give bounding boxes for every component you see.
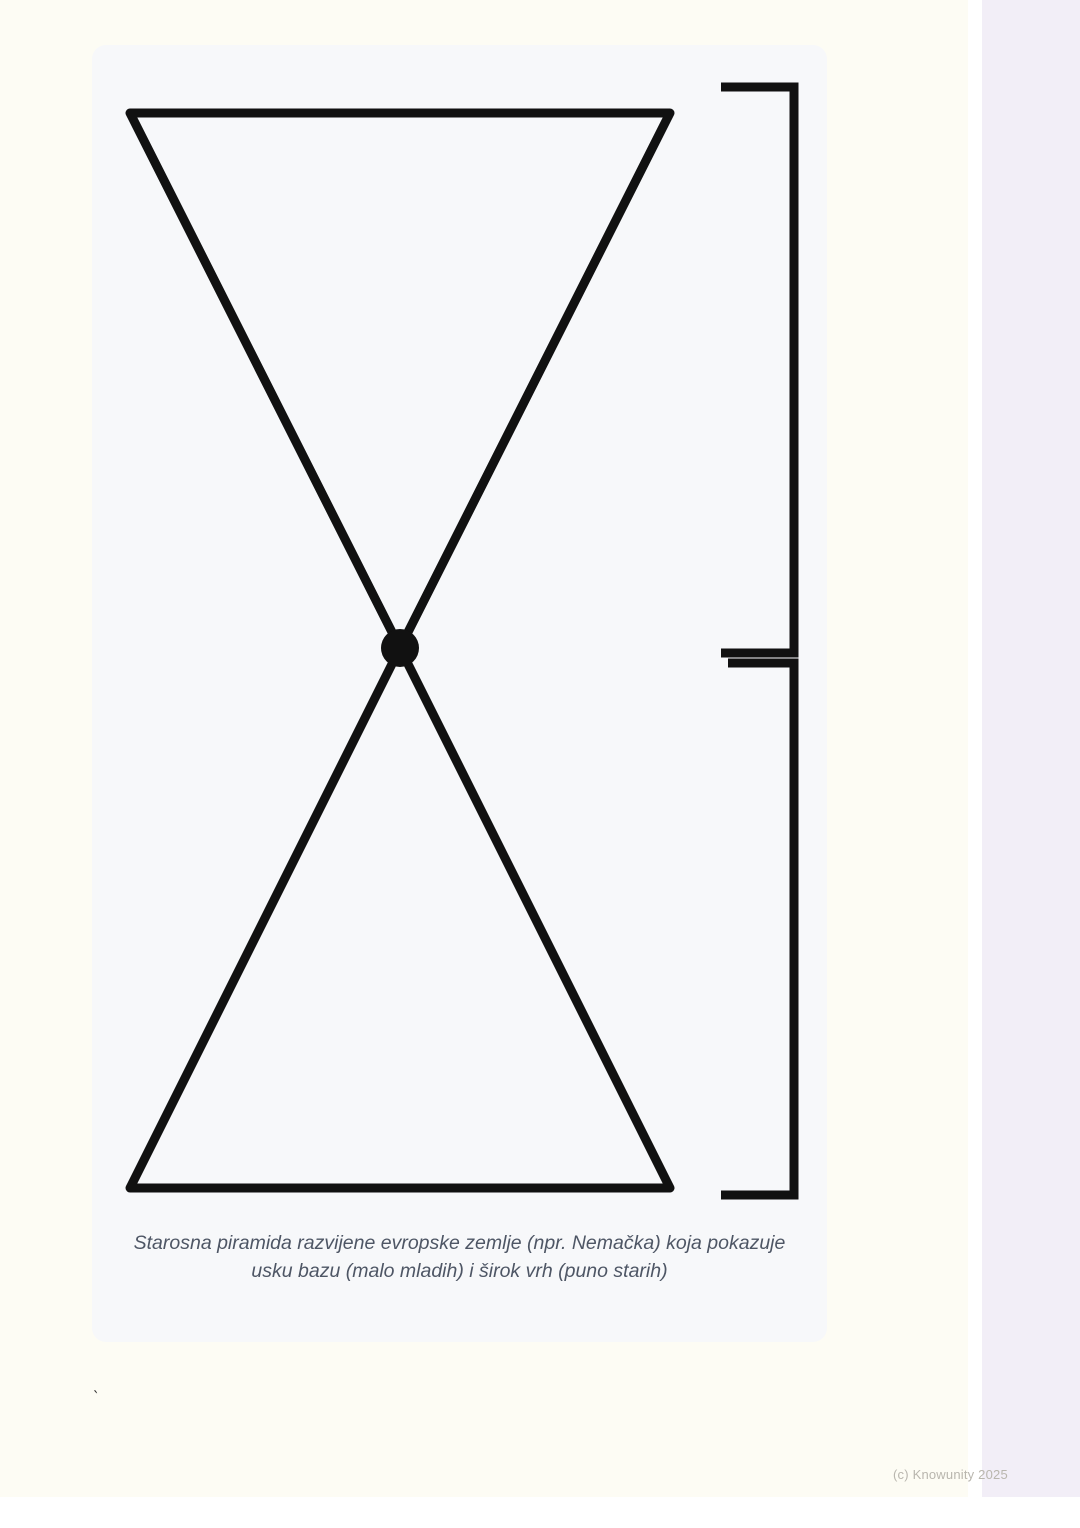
page-bottom-strip — [0, 1497, 1080, 1528]
figure-caption — [132, 1230, 787, 1285]
center-node-dot — [381, 629, 419, 667]
lower-right-bracket — [721, 663, 794, 1195]
age-pyramid-diagram — [92, 45, 827, 1215]
copyright-notice: (c) Knowunity 2025 — [893, 1467, 1008, 1482]
page-edge-strip — [968, 0, 982, 1497]
figure-card — [92, 45, 827, 1342]
figure-caption-line-2: usku bazu (malo mladih) i širok vrh (puno starih) — [251, 1259, 668, 1282]
figure-caption-line-1: Starosna piramida razvijene evropske zemlje (npr. Nemačka) koja pokazuje — [133, 1232, 786, 1254]
upper-inverted-triangle — [130, 113, 670, 648]
upper-right-bracket — [721, 87, 794, 653]
lower-triangle — [130, 648, 670, 1188]
page-edge-lavender-strip — [982, 0, 1080, 1497]
stray-pen-mark: ` — [90, 1387, 100, 1408]
